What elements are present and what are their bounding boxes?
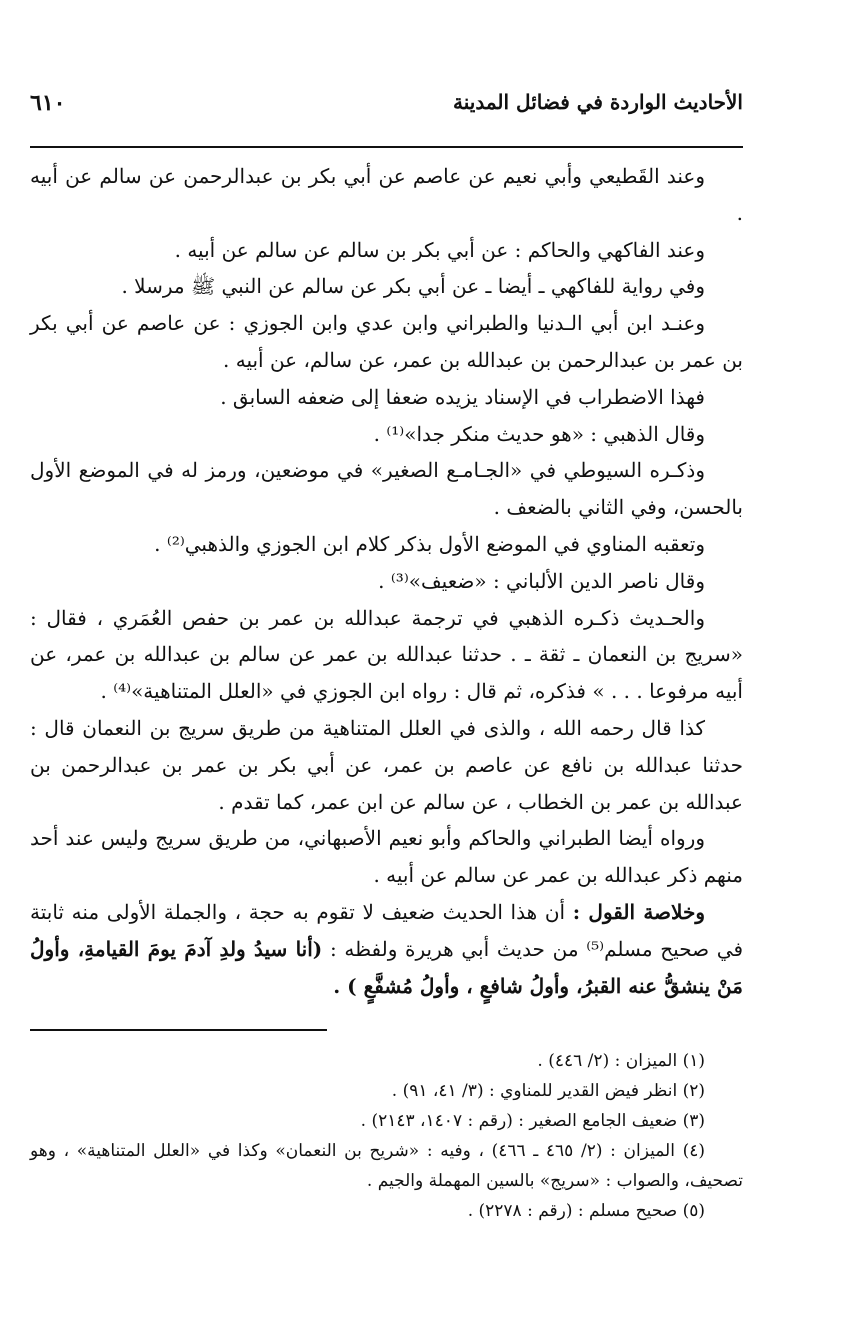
- footnote-divider: [30, 1029, 327, 1031]
- page-header: [30, 86, 743, 126]
- conclusion-lead: وخلاصة القول :: [572, 899, 705, 924]
- paragraph: وذكـره السيوطي في «الجـامـع الصغير» في موضعين، ورمز له في الموضع الأول بالحسن، وفي الثاني بالضعف .: [30, 458, 743, 520]
- conclusion-paragraph: [30, 894, 743, 1004]
- conclusion-text: أن هذا الحديث ضعيف لا تقوم به حجة ، والجملة الأولى منه ثابتة في صحيح مسلم⁽⁵⁾ من حديث أبي هريرة ولفظه :: [30, 899, 743, 961]
- page-number: ٦١٠: [30, 90, 66, 116]
- paragraph: وتعقبه المناوي في الموضع الأول بذكر كلام ابن الجوزي والذهبي⁽²⁾ .: [154, 531, 705, 556]
- paragraph: وعند القَطيعي وأبي نعيم عن عاصم عن أبي بكر بن عبدالرحمن عن سالم عن أبيه .: [30, 164, 743, 225]
- paragraph: وقال الذهبي : «هو حديث منكر جدا»⁽¹⁾ .: [373, 421, 705, 446]
- book-page: [30, 0, 743, 1326]
- main-text: [30, 158, 743, 1004]
- footnotes: [30, 1046, 743, 1226]
- running-title: الأحاديث الواردة في فضائل المدينة: [453, 90, 743, 114]
- paragraph: وعنـد ابن أبي الـدنيا والطبراني وابن عدي وابن الجوزي : عن عاصم عن أبي بكر بن عمر بن عبدالرحمن بن عبدالله بن عمر، عن سالم، عن أبيه .: [30, 311, 743, 372]
- footnote: (١) الميزان : (٢/ ٤٤٦) .: [537, 1051, 705, 1071]
- paragraph: وعند الفاكهي والحاكم : عن أبي بكر بن سالم عن سالم عن أبيه .: [174, 237, 705, 262]
- paragraph: وفي رواية للفاكهي ـ أيضا ـ عن أبي بكر عن سالم عن النبي ﷺ مرسلا .: [121, 274, 705, 299]
- paragraph: ورواه أيضا الطبراني والحاكم وأبو نعيم الأصبهاني، من طريق سريج وليس عند أحد منهم ذكر عبدالله بن عمر عن سالم عن أبيه .: [30, 826, 743, 888]
- paragraph: والحـديث ذكـره الذهبي في ترجمة عبدالله بن عمر بن حفص العُمَري ، فقال : «سريج بن النعمان ـ ثقة ـ . حدثنا عبدالله بن عمر عن سالم بن عبدالله بن عمر، عن أبيه مرفوعا . . . » فذكره، ثم قال : رواه ابن الجوزي في «العلل المتناهية»⁽⁴⁾ .: [30, 605, 743, 704]
- paragraph: فهذا الاضطراب في الإسناد يزيده ضعفا إلى ضعفه السابق .: [220, 384, 705, 409]
- hadith-quote: (أنا سيدُ ولدِ آدمَ يومَ القيامةِ، وأولُ مَنْ ينشقُّ عنه القبرُ، وأولُ شافعٍ ، وأولُ مُشفَّعٍ ) .: [30, 936, 743, 998]
- footnote: (٢) انظر فيض القدير للمناوي : (٣/ ٤١، ٩١) .: [391, 1081, 705, 1101]
- footnote: (٣) ضعيف الجامع الصغير : (رقم : ١٤٠٧، ٢١٤٣) .: [360, 1111, 705, 1131]
- footnote: (٥) صحيح مسلم : (رقم : ٢٢٧٨) .: [467, 1201, 705, 1221]
- paragraph: كذا قال رحمه الله ، والذى في العلل المتناهية من طريق سريج بن النعمان قال : حدثنا عبدالله بن نافع عن عاصم بن عمر، عن أبي بكر بن عمر بن عبدالرحمن بن عبدالله بن عمر بن الخطاب ، عن سالم عن ابن عمر، كما تقدم .: [30, 715, 743, 814]
- header-divider: [30, 146, 743, 148]
- paragraph: وقال ناصر الدين الألباني : «ضعيف»⁽³⁾ .: [378, 568, 705, 593]
- footnote: (٤) الميزان : (٢/ ٤٦٥ ـ ٤٦٦) ، وفيه : «شريح بن النعمان» وكذا في «العلل المتناهية» ، وهو تصحيف، والصواب : «سريج» بالسين المهملة والجيم .: [30, 1141, 743, 1191]
